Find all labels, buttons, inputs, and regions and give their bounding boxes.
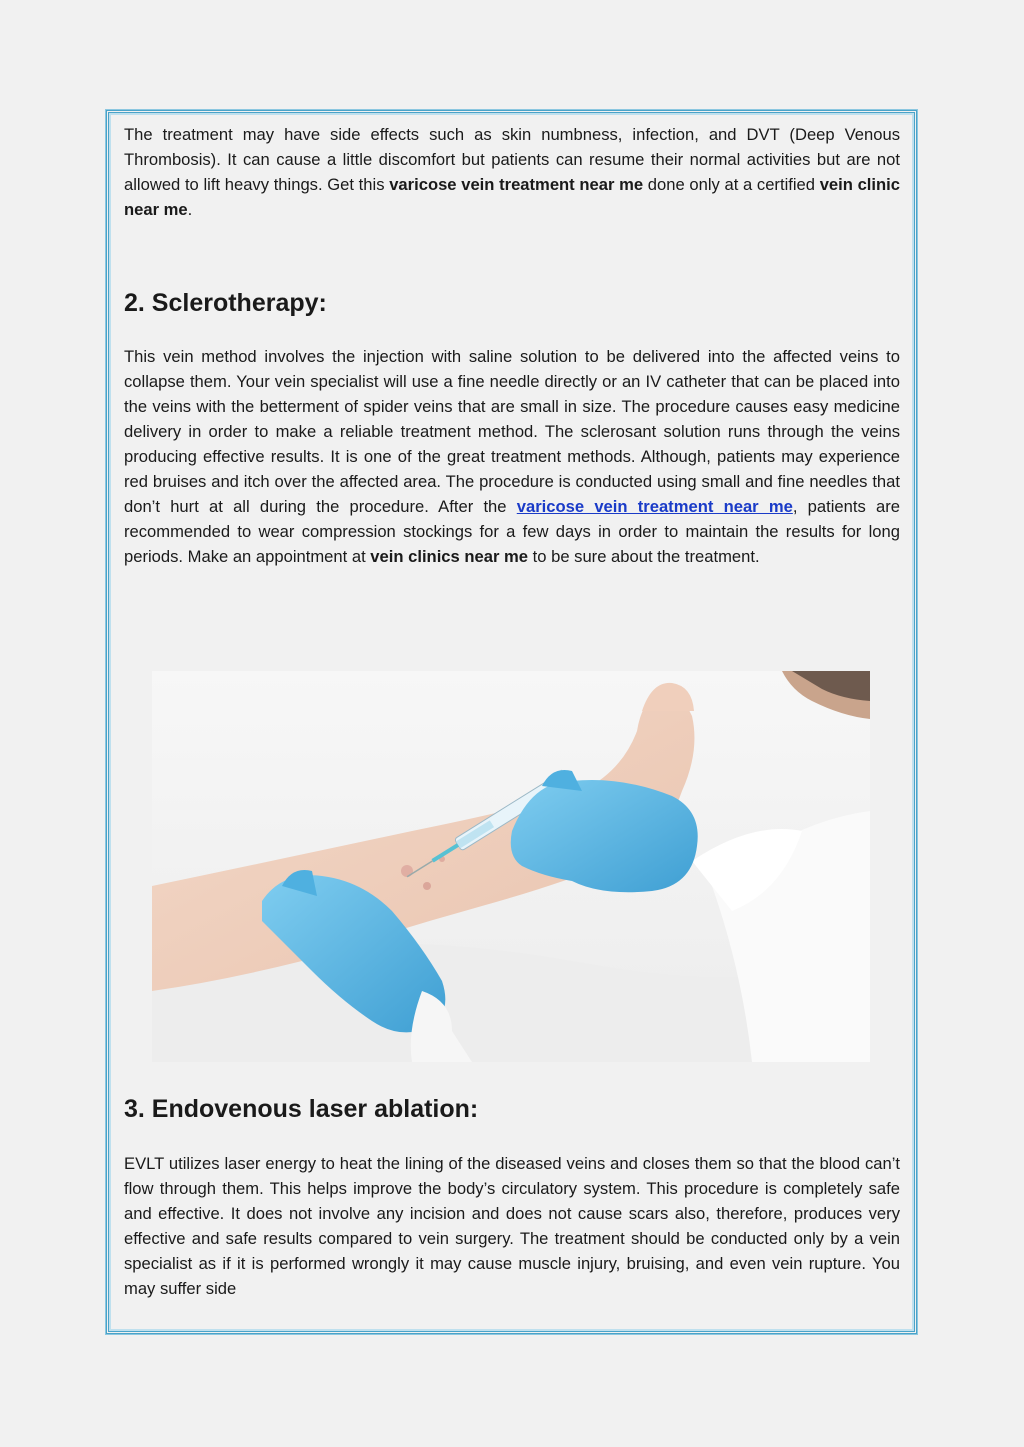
sclerotherapy-injection-photo	[152, 671, 870, 1062]
sclerotherapy-text-3: to be sure about the treatment.	[528, 547, 760, 566]
evlt-paragraph: EVLT utilizes laser energy to heat the lining of the diseased veins and closes them so that the blood can’t flow through them. This helps improve the body’s circulatory system. This procedure is completely safe and effective. It does not involve any incision and does not cause scars also, therefore, produces very effective and safe results compared to vein surgery. The treatment should be conducted only by a vein specialist as if it is performed wrongly it may cause muscle injury, bruising, and even vein rupture. You may suffer side	[124, 1154, 900, 1298]
evlt-heading: 3. Endovenous laser ablation:	[124, 1095, 479, 1123]
intro-bold-treatment: varicose vein treatment near me	[389, 175, 644, 194]
photo-illustration	[152, 671, 870, 1062]
sclerotherapy-text: This vein method involves the injection with saline solution to be delivered into the affected veins to collapse them. Your vein specialist will use a fine needle directly or an IV catheter that can be placed into the veins with the betterment of spider veins that are small in size. The procedure causes easy medicine delivery in order to make a reliable treatment method. The sclerosant solution runs through the veins producing effective results. It is one of the great treatment methods. Although, patients may experience red bruises and itch over the affected area. The procedure is conducted using small and fine needles that don’t hurt at all during the procedure. After the	[124, 347, 900, 516]
intro-text: The treatment may have side effects such as skin numbness, infection, and DVT (Deep Venous Thrombosis). It can cause a little discomfort but patients can resume their normal activities but are not allowed to lift heavy things. Get this	[124, 125, 900, 194]
sclerotherapy-paragraph	[124, 344, 900, 569]
intro-bold-clinic: vein clinic near me	[124, 175, 900, 219]
varicose-vein-treatment-link[interactable]: varicose vein treatment near me	[516, 497, 793, 516]
intro-text-2: done only at a certified	[643, 175, 820, 194]
sclerotherapy-text-2: , patients are recommended to wear compression stockings for a few days in order to maintain the results for long periods. Make an appointment at	[124, 497, 901, 566]
intro-paragraph	[124, 122, 900, 222]
sclerotherapy-bold-clinics: vein clinics near me	[370, 547, 529, 566]
intro-text-3: .	[187, 200, 193, 219]
sclerotherapy-heading: 2. Sclerotherapy:	[124, 289, 327, 317]
